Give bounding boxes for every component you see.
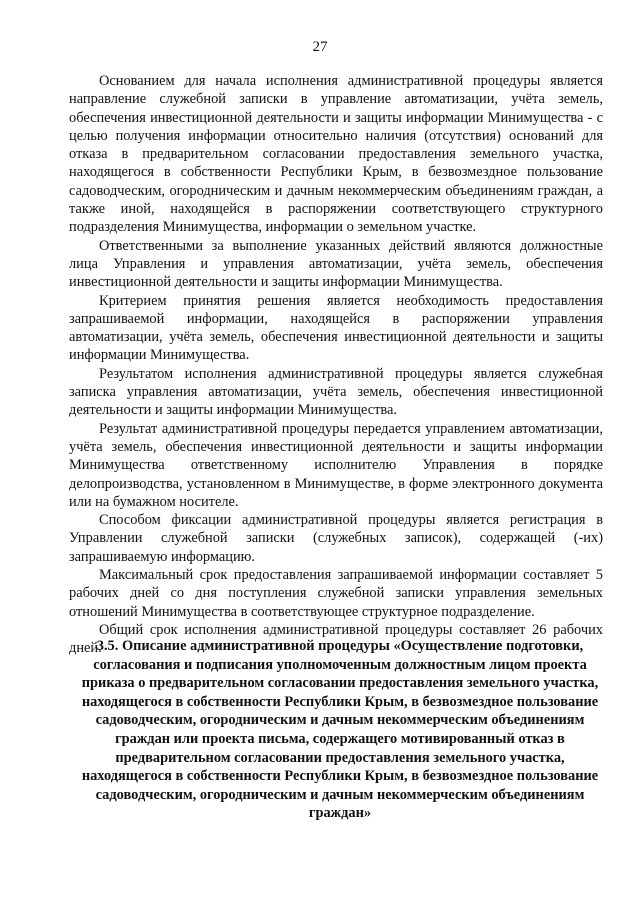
- section-heading: 3.5. Описание административной процедуры «Осуществление подготовки, согласования и подписания уполномоченным должностным лицом проекта приказа о предварительном согласовании предоставления земельного участка, находящегося в собственности Республики Крым, в безвозмездное пользование садоводческим, огородническим и дачным некоммерческим объединениям граждан или проекта письма, содержащего мотивированный отказ в предварительном согласовании предоставления земельного участка, находящегося в собственности Республики Крым, в безвозмездное пользование садоводческим, огородническим и дачным некоммерческим объединениям граждан»: [81, 638, 599, 822]
- paragraph-fixation: Способом фиксации административной процедуры является регистрация в Управлении служебной записки (служебных записок), содержащей (-их) запрашиваемую информацию.: [69, 512, 603, 565]
- paragraph-result: Результатом исполнения административной процедуры является служебная записка управления автоматизации, учёта земель, обеспечения инвестиционной деятельности и защиты информации Минимущества.: [69, 365, 603, 419]
- page-number: 27: [312, 39, 328, 55]
- paragraph-max-term: Максимальный срок предоставления запрашиваемой информации составляет 5 рабочих дней со дня поступления служебной записки управления земельных отношений Минимущества в соответствующее структурное подразделение.: [69, 567, 603, 620]
- paragraph-basis: Основанием для начала исполнения административной процедуры является направление служебной записки в управление автоматизации, учёта земель, обеспечения инвестиционной деятельности и защиты информации Минимущества - с целью получения информации относительно наличия (отсутствия) оснований для отказа в предварительном согласовании предоставления земельного участка, находящегося в собственности Республики Крым, в безвозмездное пользование садоводческим, огородническим и дачным некоммерческим объединениям граждан, а также иной, находящейся в распоряжении соответствующего структурного подразделения Минимущества, информации о земельном участке.: [69, 73, 603, 236]
- paragraph-result-transfer: Результат административной процедуры передается управлением автоматизации, учёта земель, обеспечения инвестиционной деятельности и защиты информации Минимущества ответственному исполнителю Управления в порядке делопроизводства, установленном в Минимуществе, в форме электронного документа или на бумажном носителе.: [69, 420, 603, 510]
- paragraph-responsible: Ответственными за выполнение указанных действий являются должностные лица Управления и управления автоматизации, учёта земель, обеспечения инвестиционной деятельности и защиты информации Минимущества.: [69, 237, 603, 291]
- paragraph-criterion: Критерием принятия решения является необходимость предоставления запрашиваемой информации, находящейся в распоряжении управления автоматизации, учёта земель, обеспечения инвестиционной деятельности и защиты информации Минимущества.: [69, 292, 603, 364]
- body-text: [69, 72, 603, 658]
- paragraph-total-term: Общий срок исполнения административной процедуры составляет 26 рабочих дней.: [69, 621, 603, 657]
